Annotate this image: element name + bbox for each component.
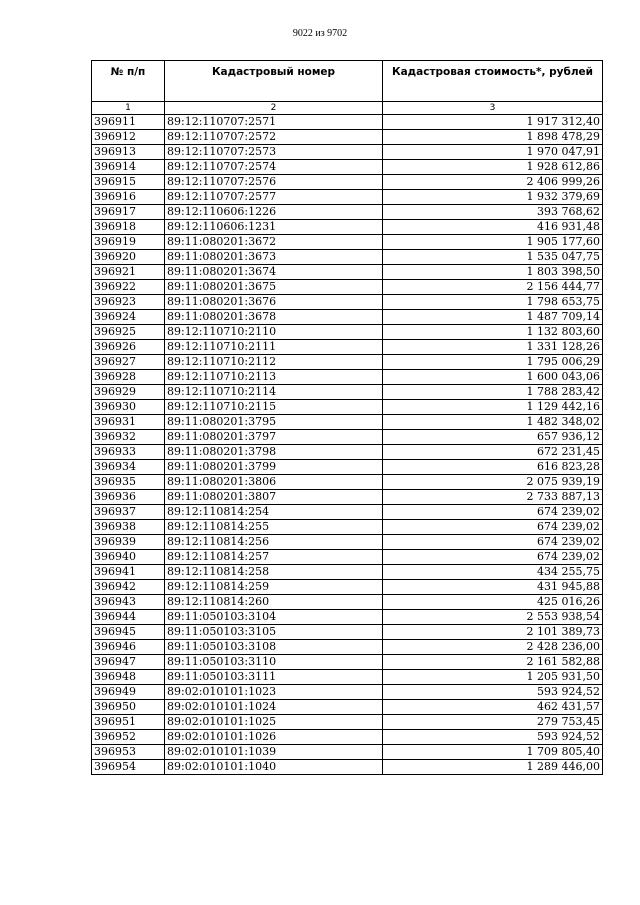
table-row: [92, 700, 603, 715]
row-index: 396923: [92, 295, 165, 310]
cadastral-cost: 1 600 043,06: [383, 370, 603, 385]
col-header-number: № п/п: [92, 61, 165, 102]
row-index: 396918: [92, 220, 165, 235]
row-index: 396934: [92, 460, 165, 475]
cadastral-cost: 674 239,02: [383, 535, 603, 550]
cadastral-number: 89:11:080201:3676: [165, 295, 383, 310]
cadastral-cost: 462 431,57: [383, 700, 603, 715]
cadastral-cost: 425 016,26: [383, 595, 603, 610]
table-row: [92, 550, 603, 565]
cadastral-number: 89:11:080201:3675: [165, 280, 383, 295]
table-row: [92, 475, 603, 490]
cadastral-number: 89:02:010101:1024: [165, 700, 383, 715]
row-index: 396941: [92, 565, 165, 580]
row-index: 396917: [92, 205, 165, 220]
row-index: 396938: [92, 520, 165, 535]
col-header-cadastral-cost: Кадастровая стоимость*, рублей: [383, 61, 603, 102]
cadastral-number: 89:12:110707:2576: [165, 175, 383, 190]
page-counter: 9022 из 9702: [292, 28, 348, 39]
cadastral-number: 89:11:080201:3678: [165, 310, 383, 325]
cadastral-cost: 279 753,45: [383, 715, 603, 730]
row-index: 396925: [92, 325, 165, 340]
table-header-row: [92, 61, 603, 102]
table-row: [92, 130, 603, 145]
row-index: 396949: [92, 685, 165, 700]
row-index: 396946: [92, 640, 165, 655]
cadastral-cost: 1 132 803,60: [383, 325, 603, 340]
cadastral-number: 89:12:110606:1231: [165, 220, 383, 235]
table-row: [92, 220, 603, 235]
table-row: [92, 685, 603, 700]
cadastral-number: 89:11:080201:3806: [165, 475, 383, 490]
cadastral-cost: 434 255,75: [383, 565, 603, 580]
cadastral-number: 89:02:010101:1025: [165, 715, 383, 730]
row-index: 396922: [92, 280, 165, 295]
cadastral-number: 89:11:080201:3799: [165, 460, 383, 475]
cadastral-cost: 1 129 442,16: [383, 400, 603, 415]
cadastral-number: 89:12:110710:2110: [165, 325, 383, 340]
cadastral-cost: 1 795 006,29: [383, 355, 603, 370]
table-row: [92, 430, 603, 445]
row-index: 396945: [92, 625, 165, 640]
table-row: [92, 295, 603, 310]
table-row: [92, 520, 603, 535]
cadastral-cost: 616 823,28: [383, 460, 603, 475]
cadastral-number: 89:12:110814:256: [165, 535, 383, 550]
row-index: 396931: [92, 415, 165, 430]
table-row: [92, 640, 603, 655]
table-row: [92, 280, 603, 295]
cadastral-cost: 593 924,52: [383, 685, 603, 700]
cadastral-number: 89:11:080201:3674: [165, 265, 383, 280]
cadastral-number: 89:12:110710:2114: [165, 385, 383, 400]
table-row: [92, 115, 603, 130]
cadastral-number: 89:11:050103:3108: [165, 640, 383, 655]
cadastral-cost: 2 553 938,54: [383, 610, 603, 625]
table-row: [92, 535, 603, 550]
row-index: 396919: [92, 235, 165, 250]
cadastral-number: 89:12:110710:2113: [165, 370, 383, 385]
table-row: [92, 340, 603, 355]
cadastral-number: 89:12:110707:2571: [165, 115, 383, 130]
cadastral-cost: 1 798 653,75: [383, 295, 603, 310]
cadastral-number: 89:12:110814:255: [165, 520, 383, 535]
row-index: 396947: [92, 655, 165, 670]
table-row: [92, 415, 603, 430]
cadastral-cost: 2 101 389,73: [383, 625, 603, 640]
cadastral-table: [91, 60, 603, 775]
cadastral-cost: 1 803 398,50: [383, 265, 603, 280]
cadastral-cost: 1 917 312,40: [383, 115, 603, 130]
cadastral-cost: 1 331 128,26: [383, 340, 603, 355]
row-index: 396929: [92, 385, 165, 400]
table-row: [92, 565, 603, 580]
cadastral-cost: 657 936,12: [383, 430, 603, 445]
cadastral-number: 89:12:110707:2577: [165, 190, 383, 205]
cadastral-cost: 1 535 047,75: [383, 250, 603, 265]
cadastral-number: 89:02:010101:1039: [165, 745, 383, 760]
table-body: [92, 115, 603, 775]
table-row: [92, 625, 603, 640]
cadastral-cost: 416 931,48: [383, 220, 603, 235]
table-row: [92, 265, 603, 280]
cadastral-number: 89:12:110814:260: [165, 595, 383, 610]
row-index: 396953: [92, 745, 165, 760]
cadastral-number: 89:11:080201:3673: [165, 250, 383, 265]
row-index: 396944: [92, 610, 165, 625]
cadastral-number: 89:12:110814:259: [165, 580, 383, 595]
cadastral-number: 89:11:080201:3672: [165, 235, 383, 250]
cadastral-cost: 1 289 446,00: [383, 760, 603, 775]
cadastral-cost: 393 768,62: [383, 205, 603, 220]
table-row: [92, 205, 603, 220]
row-index: 396952: [92, 730, 165, 745]
table-row: [92, 595, 603, 610]
cadastral-number: 89:12:110710:2112: [165, 355, 383, 370]
table-row: [92, 610, 603, 625]
row-index: 396933: [92, 445, 165, 460]
table-row: [92, 445, 603, 460]
cadastral-cost: 1 205 931,50: [383, 670, 603, 685]
cadastral-number: 89:12:110814:258: [165, 565, 383, 580]
table-row: [92, 310, 603, 325]
row-index: 396943: [92, 595, 165, 610]
cadastral-cost: 2 406 999,26: [383, 175, 603, 190]
cadastral-cost: 1 709 805,40: [383, 745, 603, 760]
row-index: 396954: [92, 760, 165, 775]
col-header-cadastral-number: Кадастровый номер: [165, 61, 383, 102]
row-index: 396951: [92, 715, 165, 730]
cadastral-cost: 2 075 939,19: [383, 475, 603, 490]
cadastral-cost: 1 788 283,42: [383, 385, 603, 400]
cadastral-cost: 674 239,02: [383, 520, 603, 535]
table-row: [92, 670, 603, 685]
row-index: 396911: [92, 115, 165, 130]
row-index: 396939: [92, 535, 165, 550]
row-index: 396948: [92, 670, 165, 685]
cadastral-number: 89:11:080201:3807: [165, 490, 383, 505]
cadastral-cost: 2 156 444,77: [383, 280, 603, 295]
cadastral-number: 89:11:080201:3795: [165, 415, 383, 430]
cadastral-number: 89:12:110710:2115: [165, 400, 383, 415]
row-index: 396926: [92, 340, 165, 355]
row-index: 396936: [92, 490, 165, 505]
row-index: 396942: [92, 580, 165, 595]
row-index: 396927: [92, 355, 165, 370]
cadastral-number: 89:11:050103:3110: [165, 655, 383, 670]
cadastral-cost: 1 928 612,86: [383, 160, 603, 175]
table-row: [92, 460, 603, 475]
table-row: [92, 655, 603, 670]
table-row: [92, 505, 603, 520]
cadastral-number: 89:12:110814:257: [165, 550, 383, 565]
row-index: 396915: [92, 175, 165, 190]
table-row: [92, 145, 603, 160]
column-number-row: [92, 102, 603, 115]
cadastral-number: 89:12:110707:2573: [165, 145, 383, 160]
table-row: [92, 250, 603, 265]
cadastral-number: 89:02:010101:1026: [165, 730, 383, 745]
cadastral-cost: 1 487 709,14: [383, 310, 603, 325]
col-number-2: 2: [165, 102, 383, 115]
table-row: [92, 385, 603, 400]
cadastral-number: 89:11:050103:3111: [165, 670, 383, 685]
row-index: 396924: [92, 310, 165, 325]
cadastral-number: 89:11:050103:3104: [165, 610, 383, 625]
cadastral-number: 89:12:110707:2574: [165, 160, 383, 175]
cadastral-cost: 2 428 236,00: [383, 640, 603, 655]
table-row: [92, 715, 603, 730]
cadastral-number: 89:02:010101:1023: [165, 685, 383, 700]
table-row: [92, 325, 603, 340]
cadastral-cost: 1 932 379,69: [383, 190, 603, 205]
cadastral-number: 89:11:050103:3105: [165, 625, 383, 640]
cadastral-cost: 2 733 887,13: [383, 490, 603, 505]
table-row: [92, 355, 603, 370]
table-row: [92, 370, 603, 385]
cadastral-cost: 672 231,45: [383, 445, 603, 460]
cadastral-number: 89:11:080201:3798: [165, 445, 383, 460]
row-index: 396950: [92, 700, 165, 715]
table-row: [92, 160, 603, 175]
row-index: 396913: [92, 145, 165, 160]
row-index: 396940: [92, 550, 165, 565]
table-row: [92, 730, 603, 745]
table-row: [92, 235, 603, 250]
cadastral-cost: 1 905 177,60: [383, 235, 603, 250]
cadastral-cost: 674 239,02: [383, 550, 603, 565]
table-row: [92, 175, 603, 190]
table-row: [92, 745, 603, 760]
row-index: 396930: [92, 400, 165, 415]
row-index: 396920: [92, 250, 165, 265]
cadastral-number: 89:12:110710:2111: [165, 340, 383, 355]
row-index: 396932: [92, 430, 165, 445]
cadastral-number: 89:11:080201:3797: [165, 430, 383, 445]
col-number-1: 1: [92, 102, 165, 115]
row-index: 396912: [92, 130, 165, 145]
table-row: [92, 580, 603, 595]
cadastral-number: 89:12:110707:2572: [165, 130, 383, 145]
cadastral-number: 89:12:110814:254: [165, 505, 383, 520]
cadastral-cost: 1 898 478,29: [383, 130, 603, 145]
table-row: [92, 760, 603, 775]
cadastral-cost: 1 970 047,91: [383, 145, 603, 160]
row-index: 396928: [92, 370, 165, 385]
table-row: [92, 490, 603, 505]
row-index: 396935: [92, 475, 165, 490]
cadastral-cost: 431 945,88: [383, 580, 603, 595]
col-number-3: 3: [383, 102, 603, 115]
cadastral-cost: 2 161 582,88: [383, 655, 603, 670]
cadastral-cost: 674 239,02: [383, 505, 603, 520]
cadastral-cost: 593 924,52: [383, 730, 603, 745]
row-index: 396937: [92, 505, 165, 520]
row-index: 396914: [92, 160, 165, 175]
row-index: 396921: [92, 265, 165, 280]
table-row: [92, 400, 603, 415]
cadastral-number: 89:12:110606:1226: [165, 205, 383, 220]
cadastral-number: 89:02:010101:1040: [165, 760, 383, 775]
table-row: [92, 190, 603, 205]
row-index: 396916: [92, 190, 165, 205]
cadastral-cost: 1 482 348,02: [383, 415, 603, 430]
